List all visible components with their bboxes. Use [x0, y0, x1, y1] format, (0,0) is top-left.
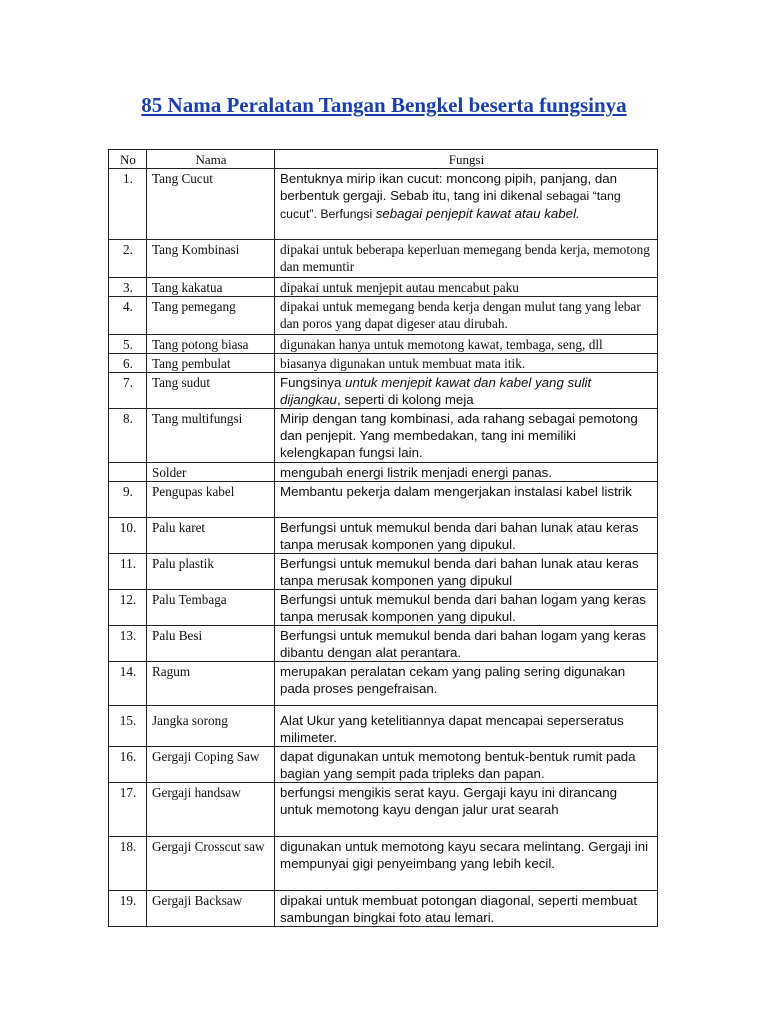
table-row [109, 747, 658, 783]
row-no [109, 463, 147, 482]
row-function: digunakan hanya untuk memotong kawat, tembaga, seng, dll [275, 335, 658, 354]
row-name: Palu karet [147, 518, 275, 554]
row-name: Tang multifungsi [147, 409, 275, 463]
row-function: Berfungsi untuk memukul benda dari bahan logam yang keras tanpa merusak komponen yang dipukul. [275, 590, 658, 626]
table-row [109, 373, 658, 409]
table-row [109, 409, 658, 463]
row-function: dipakai untuk memegang benda kerja dengan mulut tang yang lebar dan poros yang dapat digeser atau dirubah. [275, 297, 658, 335]
row-name: Tang pemegang [147, 297, 275, 335]
table-row [109, 837, 658, 891]
table-row [109, 169, 658, 240]
row-function: Alat Ukur yang ketelitiannya dapat mencapai seperseratus milimeter. [275, 706, 658, 747]
row-no: 18. [109, 837, 147, 891]
row-name: Palu Tembaga [147, 590, 275, 626]
header-no: No [109, 150, 147, 169]
row-no: 8. [109, 409, 147, 463]
row-name: Solder [147, 463, 275, 482]
row-function: Membantu pekerja dalam mengerjakan instalasi kabel listrik [275, 482, 658, 518]
table-row [109, 354, 658, 373]
row-no: 17. [109, 783, 147, 837]
table-header-row [109, 150, 658, 169]
row-name: Gergaji Coping Saw [147, 747, 275, 783]
row-no: 4. [109, 297, 147, 335]
table-row [109, 554, 658, 590]
row-function: dipakai untuk menjepit autau mencabut paku [275, 278, 658, 297]
table-row [109, 590, 658, 626]
row-no: 3. [109, 278, 147, 297]
row-no: 10. [109, 518, 147, 554]
row-name: Tang sudut [147, 373, 275, 409]
table-row [109, 891, 658, 927]
row-name: Tang potong biasa [147, 335, 275, 354]
table-row [109, 335, 658, 354]
row-no: 5. [109, 335, 147, 354]
table-row [109, 297, 658, 335]
table-row [109, 706, 658, 747]
table-row [109, 463, 658, 482]
header-function: Fungsi [275, 150, 658, 169]
row-function: biasanya digunakan untuk membuat mata itik. [275, 354, 658, 373]
table-row [109, 783, 658, 837]
row-function: Berfungsi untuk memukul benda dari bahan lunak atau keras tanpa merusak komponen yang dipukul [275, 554, 658, 590]
row-function: Berfungsi untuk memukul benda dari bahan lunak atau keras tanpa merusak komponen yang dipukul. [275, 518, 658, 554]
table-row [109, 278, 658, 297]
row-function: dapat digunakan untuk memotong bentuk-bentuk rumit pada bagian yang sempit pada tripleks dan papan. [275, 747, 658, 783]
row-function: merupakan peralatan cekam yang paling sering digunakan pada proses pengefraisan. [275, 662, 658, 706]
row-name: Tang Cucut [147, 169, 275, 240]
row-no: 11. [109, 554, 147, 590]
row-name: Gergaji Crosscut saw [147, 837, 275, 891]
row-name: Ragum [147, 662, 275, 706]
header-name: Nama [147, 150, 275, 169]
row-no: 19. [109, 891, 147, 927]
row-function: dipakai untuk membuat potongan diagonal, seperti membuat sambungan bingkai foto atau lemari. [275, 891, 658, 927]
row-no: 1. [109, 169, 147, 240]
row-no: 13. [109, 626, 147, 662]
table-row [109, 240, 658, 278]
row-name: Tang Kombinasi [147, 240, 275, 278]
row-name: Palu Besi [147, 626, 275, 662]
row-function: digunakan untuk memotong kayu secara melintang. Gergaji ini mempunyai gigi penyeimbang yang lebih kecil. [275, 837, 658, 891]
row-no: 14. [109, 662, 147, 706]
table-row [109, 626, 658, 662]
row-function: Fungsinya untuk menjepit kawat dan kabel yang sulit dijangkau, seperti di kolong meja [275, 373, 658, 409]
row-name: Tang pembulat [147, 354, 275, 373]
tools-table [108, 149, 658, 927]
row-name: Palu plastik [147, 554, 275, 590]
row-function: mengubah energi listrik menjadi energi panas. [275, 463, 658, 482]
table-row [109, 518, 658, 554]
row-function: Bentuknya mirip ikan cucut: moncong pipih, panjang, dan berbentuk gergaji. Sebab itu, tang ini dikenal sebagai “tang cucut”. Berfungsi sebagai penjepit kawat atau kabel. [275, 169, 658, 240]
row-no: 12. [109, 590, 147, 626]
row-name: Jangka sorong [147, 706, 275, 747]
row-no: 7. [109, 373, 147, 409]
row-no: 16. [109, 747, 147, 783]
row-name: Pengupas kabel [147, 482, 275, 518]
row-function: berfungsi mengikis serat kayu. Gergaji kayu ini dirancang untuk memotong kayu dengan jalur urat searah [275, 783, 658, 837]
row-function: Mirip dengan tang kombinasi, ada rahang sebagai pemotong dan penjepit. Yang membedakan, tang ini memiliki kelengkapan fungsi lain. [275, 409, 658, 463]
row-no: 15. [109, 706, 147, 747]
row-function: Berfungsi untuk memukul benda dari bahan logam yang keras dibantu dengan alat perantara. [275, 626, 658, 662]
document-title: 85 Nama Peralatan Tangan Bengkel beserta fungsinya [141, 93, 627, 117]
row-no: 9. [109, 482, 147, 518]
row-no: 2. [109, 240, 147, 278]
row-name: Tang kakatua [147, 278, 275, 297]
table-row [109, 482, 658, 518]
row-name: Gergaji handsaw [147, 783, 275, 837]
row-function: dipakai untuk beberapa keperluan memegang benda kerja, memotong dan memuntir [275, 240, 658, 278]
row-no: 6. [109, 354, 147, 373]
row-name: Gergaji Backsaw [147, 891, 275, 927]
table-row [109, 662, 658, 706]
